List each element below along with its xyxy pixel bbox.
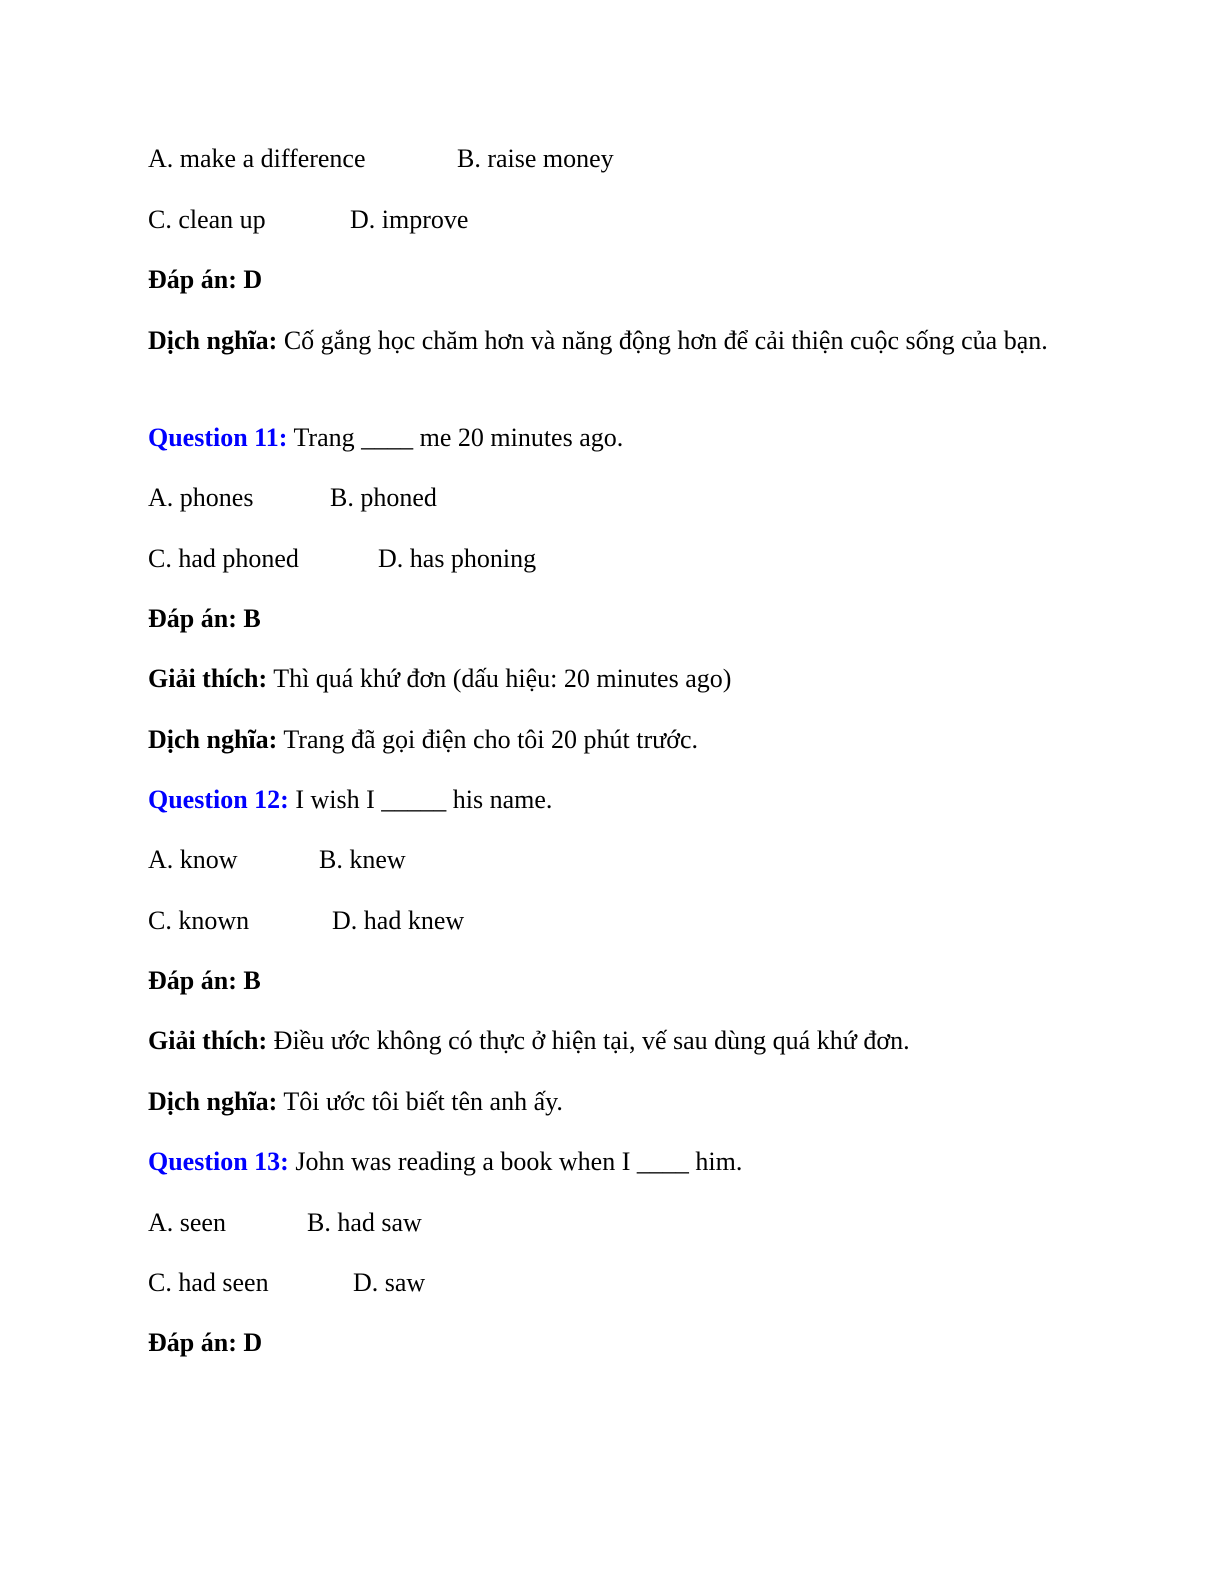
- option-d: D. improve: [350, 205, 469, 234]
- explanation-label: Giải thích:: [148, 664, 268, 693]
- translation-line: [148, 722, 698, 758]
- question-label: Question 13:: [148, 1147, 289, 1176]
- answer-label: Đáp án:: [148, 265, 237, 294]
- option-c: C. clean up: [148, 205, 266, 234]
- options-row-cd: [148, 541, 536, 577]
- question-text: Trang ____ me 20 minutes ago.: [293, 423, 624, 452]
- option-a: A. know: [148, 845, 238, 874]
- option-c: C. had seen: [148, 1268, 269, 1297]
- options-row-cd: [148, 1265, 425, 1301]
- option-b: B. phoned: [330, 483, 437, 512]
- option-c: C. known: [148, 906, 250, 935]
- option-b: B. raise money: [457, 144, 614, 173]
- question-label: Question 11:: [148, 423, 288, 452]
- option-d: D. had knew: [332, 906, 465, 935]
- answer-label: Đáp án:: [148, 1328, 237, 1357]
- option-a: A. phones: [148, 483, 254, 512]
- options-row-cd: [148, 903, 464, 939]
- answer-label: Đáp án:: [148, 966, 237, 995]
- option-d: D. saw: [353, 1268, 426, 1297]
- explanation-text: Điều ước không có thực ở hiện tại, vế sau dùng quá khứ đơn.: [273, 1026, 910, 1055]
- options-row-ab: [148, 141, 614, 177]
- question-11: [148, 420, 623, 456]
- options-row-ab: [148, 1205, 422, 1241]
- question-13: [148, 1144, 742, 1180]
- answer-line: [148, 601, 261, 637]
- option-b: B. had saw: [307, 1208, 422, 1237]
- options-row-ab: [148, 480, 437, 516]
- question-label: Question 12:: [148, 785, 289, 814]
- answer-line: [148, 963, 261, 999]
- answer-line: [148, 262, 262, 298]
- translation-line: [148, 1084, 563, 1120]
- option-a: A. make a difference: [148, 144, 366, 173]
- options-row-ab: [148, 842, 406, 878]
- question-text: I wish I _____ his name.: [295, 785, 553, 814]
- answer-value: D: [243, 265, 263, 294]
- option-b: B. knew: [319, 845, 406, 874]
- answer-value: D: [243, 1328, 263, 1357]
- answer-value: B: [243, 966, 261, 995]
- explanation-line: [148, 1023, 910, 1059]
- option-d: D. has phoning: [378, 544, 537, 573]
- explanation-text: Thì quá khứ đơn (dấu hiệu: 20 minutes ago): [273, 664, 732, 693]
- answer-line: [148, 1325, 262, 1361]
- translation-line: [148, 323, 1078, 359]
- options-row-cd: [148, 202, 468, 238]
- answer-label: Đáp án:: [148, 604, 237, 633]
- translation-label: Dịch nghĩa:: [148, 1087, 278, 1116]
- explanation-line: [148, 661, 731, 697]
- translation-text: Tôi ước tôi biết tên anh ấy.: [283, 1087, 563, 1116]
- translation-text: Cố gắng học chăm hơn và năng động hơn để cải thiện cuộc sống của bạn.: [283, 326, 1048, 355]
- answer-value: B: [243, 604, 261, 633]
- explanation-label: Giải thích:: [148, 1026, 268, 1055]
- question-text: John was reading a book when I ____ him.: [295, 1147, 743, 1176]
- translation-label: Dịch nghĩa:: [148, 725, 278, 754]
- option-c: C. had phoned: [148, 544, 299, 573]
- translation-text: Trang đã gọi điện cho tôi 20 phút trước.: [283, 725, 699, 754]
- question-12: [148, 782, 552, 818]
- translation-label: Dịch nghĩa:: [148, 326, 278, 355]
- option-a: A. seen: [148, 1208, 226, 1237]
